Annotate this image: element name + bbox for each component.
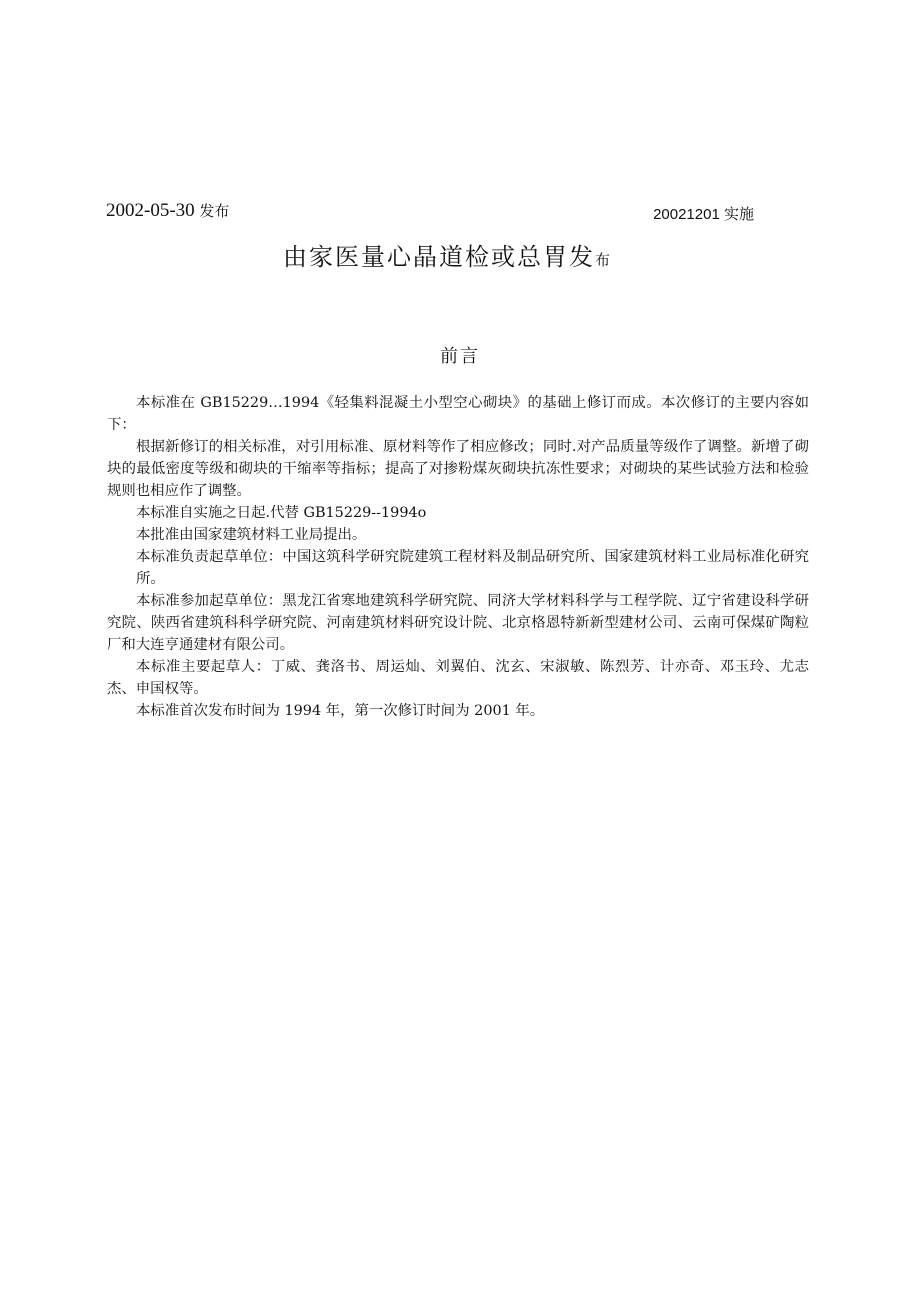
- foreword-paragraph-proposer: 本批准由国家建筑材料工业局提出。: [136, 527, 367, 543]
- foreword-paragraph-participating-drafters: 本标准参加起草单位：黑龙江省寒地建筑科学研究院、同济大学材料科学与工程学院、辽宁省建设科学研究院、陕西省建筑科科学研究院、河南建筑材料研究设计院、北京格恩特新新型建材公司、云南可保煤矿陶粒厂和大连亨通建材有限公司。: [107, 593, 809, 653]
- implement-date: [653, 203, 754, 224]
- foreword-paragraph-history: 本标准首次发布时间为 1994 年，第一次修订时间为 2001 年。: [136, 703, 545, 719]
- foreword-paragraph-basis: 本标准在 GB15229…1994《轻集料混凝土小型空心砌块》的基础上修订而成。本次修订的主要内容如下：: [107, 395, 809, 433]
- issuing-authority: [283, 237, 610, 272]
- issue-date: [106, 200, 229, 222]
- date-row: [106, 200, 754, 226]
- implement-date-suffix: 实施: [723, 205, 754, 223]
- issuing-authority-suffix: 布: [595, 251, 611, 269]
- foreword-paragraph-replacement: 本标准自实施之日起.代替 GB15229--1994o: [136, 505, 427, 521]
- foreword-title: 前言: [440, 346, 480, 367]
- foreword-paragraph-main-drafters: 本标准主要起草人：丁威、龚洛书、周运灿、刘翼伯、沈玄、宋淑敏、陈烈芳、计亦奇、邓玉玲、尤志杰、申国权等。: [107, 659, 809, 697]
- issue-date-value: 2002-05-30: [106, 200, 195, 221]
- issue-date-suffix: 发布: [199, 202, 230, 220]
- issuing-authority-name: 由家医量心晶道检或总胃发: [283, 243, 595, 271]
- implement-date-value: 20021201: [653, 206, 720, 223]
- foreword-body: [107, 392, 809, 722]
- foreword-paragraph-revisions: 根据新修订的相关标准，对引用标准、原材料等作了相应修改；同时.对产品质量等级作了调整。新增了砌块的最低密度等级和砌块的干缩率等指标；提高了对掺粉煤灰砌块抗冻性要求；对砌块的某些试验方法和检验规则也相应作了调整。: [107, 439, 809, 499]
- foreword-paragraph-responsible-drafters: 本标准负责起草单位：中国这筑科学研究院建筑工程材料及制品研究所、国家建筑材料工业局标准化研究所。: [136, 549, 809, 587]
